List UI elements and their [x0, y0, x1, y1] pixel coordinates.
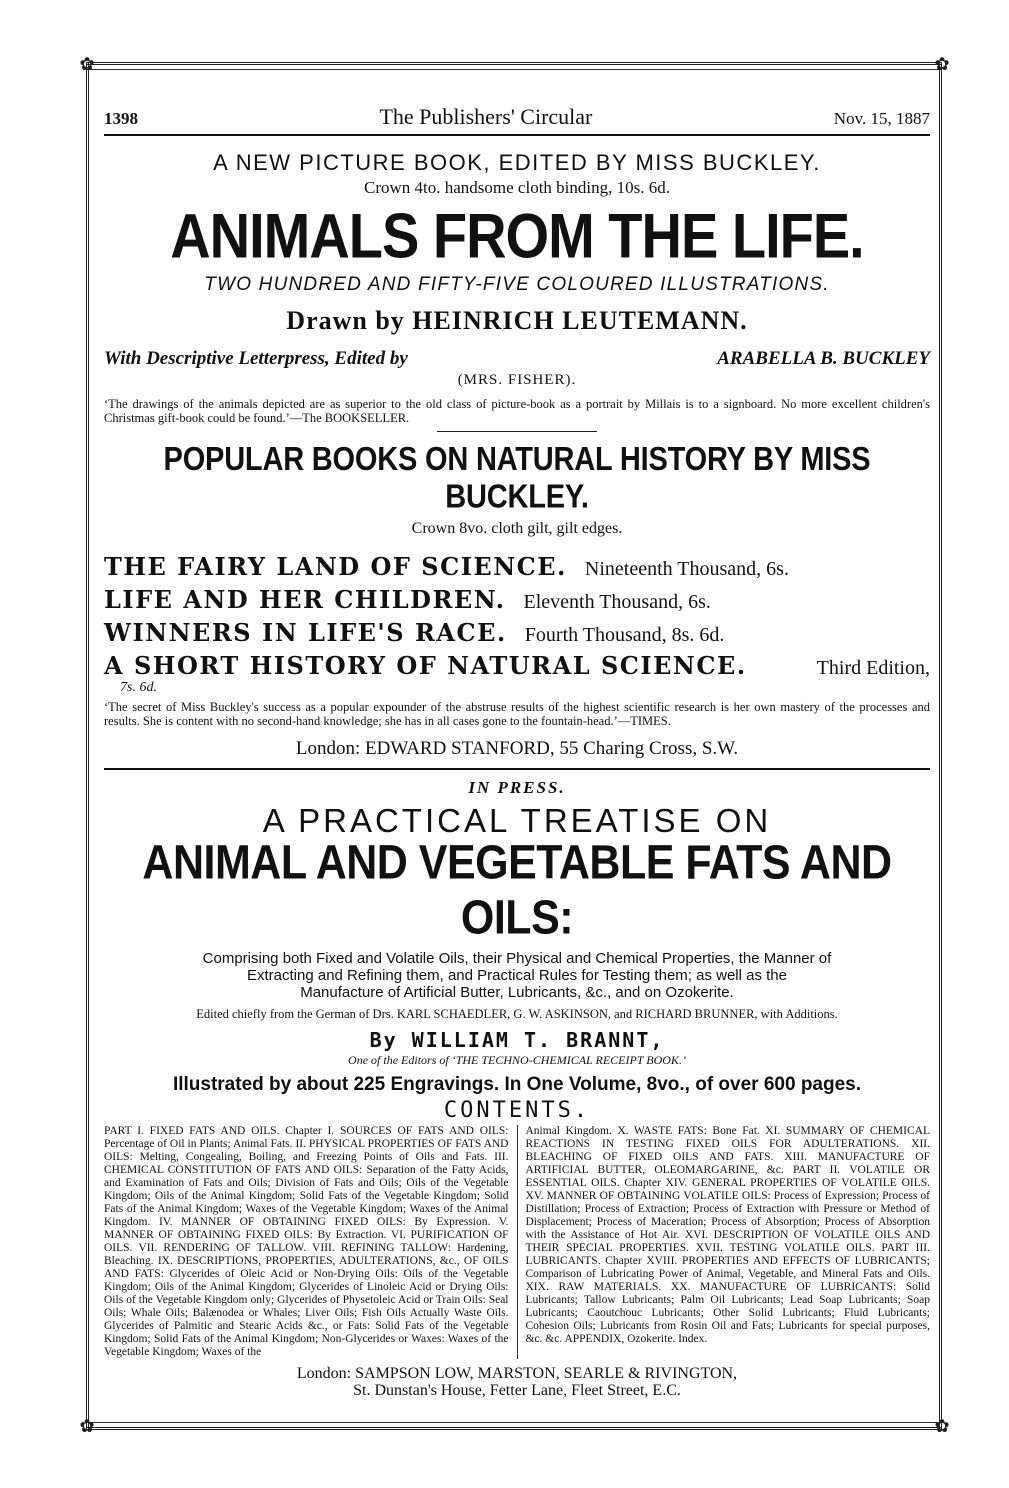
review-quote: ‘The drawings of the animals depicted are as superior to the old class of picture-book as a portrait by Millais is to a signboard. No more excellent children's Christmas gift-book could be found.’—The BOOKSELLER. [104, 397, 930, 425]
book-list-price: 7s. 6d. [120, 680, 157, 695]
book-list-title: THE FAIRY LAND OF SCIENCE. [104, 552, 567, 581]
editor-line [104, 348, 930, 370]
review-quote: ‘The secret of Miss Buckley's success as a popular expounder of the abstruse results of the highest scientific research is her own mastery of the processes and results. She is content with no second-hand knowledge; she has in all cases gone to the fountain-head.’—TIMES. [104, 700, 930, 728]
advert-fats-and-oils [104, 778, 930, 1399]
description-line: Comprising both Fixed and Volatile Oils, their Physical and Chemical Properties, the Manner of [202, 950, 832, 967]
edited-from-line: Edited chiefly from the German of Drs. KARL SCHAEDLER, G. W. ASKINSON, and RICHARD BRUNNER, with Additions. [196, 1007, 838, 1021]
volume-details: Illustrated by about 225 Engravings. In One Volume, 8vo., of over 600 pages. [172, 1074, 862, 1095]
book-list-title: LIFE AND HER CHILDREN. [104, 585, 506, 614]
publisher-line: London: SAMPSON LOW, MARSTON, SEARLE & RIVINGTON, [296, 1365, 738, 1382]
publisher-line: London: EDWARD STANFORD, 55 Charing Cross, S.W. [295, 738, 739, 759]
publisher-block [104, 1365, 930, 1399]
author-byline: By WILLIAM T. BRANNT, [369, 1028, 665, 1052]
rosette-icon: ✿ [934, 54, 950, 74]
illustrator-line: Drawn by HEINRICH LEUTEMANN. [286, 306, 748, 335]
section-divider [437, 431, 597, 432]
book-format: Crown 4to. handsome cloth binding, 10s. 6d. [364, 178, 670, 197]
border-left-rule [86, 62, 92, 1430]
book-list [104, 552, 930, 696]
contents-right-column: Animal Kingdom. X. WASTE FATS: Bone Fat. XI. SUMMARY OF CHEMICAL REACTIONS IN TESTING FIXED OILS FOR ADULTERATIONS. XII. BLEACHING OF FIXED OILS AND FATS. XIII. MANUFACTURE OF ARTIFICIAL BUTTER, OLEOMARGARINE, &c. PART II. VOLATILE OR ESSENTIAL OILS. Chapter XIV. GENERAL PROPERTIES OF VOLATILE OILS. XV. MANNER OF OBTAINING VOLATILE OILS: Process of Expression; Process of Distillation; Process of Extraction; Process of Extraction with Pressure or Method of Displacement; Process of Maceration; Process of Absorption; Process of Absorption with the Assistance of Hot Air. XVI. DESCRIPTION OF VOLATILE OILS AND THEIR SPECIAL PROPERTIES. XVII. TESTING VOLATILE OILS. PART III. LUBRICANTS. Chapter XVIII. PROPERTIES AND EFFECTS OF LUBRICANTS; Comparison of Lubricating Power of Animal, Vegetable, and Mineral Fats and Oils. XIX. RAW MATERIALS. XX. MANUFACTURE OF LUBRICANTS: Solid Lubricants; Tallow Lubricants; Palm Oil Lubricants; Lead Soap Lubricants; Soap Lubricants; Caoutchouc Lubricants; Other Solid Lubricants; Fluid Lubricants; Cohesion Oils; Lubricants from Rosin Oil and Fats; Lubricants for special purposes, &c. &c. APPENDIX, Ozokerite. Index. [525, 1125, 930, 1345]
list-item [104, 585, 930, 614]
book-subtitle: TWO HUNDRED AND FIFTY-FIVE COLOURED ILLUSTRATIONS. [204, 274, 830, 295]
contents-heading: CONTENTS. [443, 1098, 591, 1123]
border-right-rule [936, 62, 942, 1430]
page-number: 1398 [104, 109, 138, 128]
rosette-icon: ✿ [79, 54, 95, 74]
contents-columns [104, 1125, 930, 1359]
author-credit: One of the Editors of ‘THE TECHNO-CHEMICAL RECEIPT BOOK.’ [348, 1053, 686, 1067]
treatise-description [104, 950, 930, 1001]
border-bottom-rule [86, 1422, 942, 1430]
book-list-title: WINNERS IN LIFE'S RACE. [104, 618, 507, 647]
editor-line-left: With Descriptive Letterpress, Edited by [104, 348, 408, 369]
rosette-icon: ✿ [79, 1416, 95, 1436]
book-list-edition: Fourth Thousand, 8s. 6d. [524, 624, 725, 646]
description-line: Extracting and Refining them, and Practical Rules for Testing them; as well as the [247, 967, 787, 984]
book-title: ANIMALS FROM THE LIFE. [170, 200, 864, 271]
advert-kicker: A NEW PICTURE BOOK, EDITED BY MISS BUCKLEY. [213, 150, 821, 175]
page-content [104, 100, 930, 1399]
journal-title: The Publishers' Circular [379, 104, 593, 129]
book-list-title: A SHORT HISTORY OF NATURAL SCIENCE. [104, 651, 747, 680]
contents-left-column: PART I. FIXED FATS AND OILS. Chapter I. SOURCES OF FATS AND OILS: Percentage of Oil in Plants; Animal Fats. II. PHYSICAL PROPERTIES OF FATS AND OILS: Melting, Congealing, Boiling, and Freezing Points of Oils and Fats. III. CHEMICAL CONSTITUTION OF FATS AND OILS: Separation of the Fatty Acids, and Examination of Fats and Oils; Division of Fats and Oils; Oils of the Vegetable Kingdom; Oils of the Animal Kingdom; Solid Fats of the Vegetable Kingdom; Solid Fats of the Animal Kingdom; Waxes of the Vegetable Kingdom; Waxes of the Animal Kingdom. IV. MANNER OF OBTAINING FIXED OILS: By Expression. V. MANNER OF OBTAINING FIXED OILS: By Extraction. VI. PURIFICATION OF OILS. VII. RENDERING OF TALLOW. VIII. REFINING TALLOW: Hardening, Bleaching. IX. DESCRIPTIONS, PROPERTIES, ADULTERATIONS, &c., OF OILS AND FATS: Glycerides of Oleic Acid or Non-Drying Oils: Oils of the Vegetable Kingdom; Oils of the Animal Kingdom; Glycerides of Linoleic Acid or Drying Oils: Oils of the Vegetable Kingdom only; Glycerides of Physetoleic Acid or Train Oils: Seal Oils; Whale Oils; Balænodea or Whales; Liver Oils; Fish Oils Actually Waste Oils. Glycerides of Palmitic and Stearic Acids &c., or Fats: Solid Fats of the Vegetable Kingdom; Solid Fats of the Animal Kingdom; Non-Glycerides or Waxes: Waxes of the Vegetable Kingdom; Waxes of the [104, 1125, 518, 1359]
book-list-edition: Eleventh Thousand, 6s. [523, 591, 711, 613]
description-line: Manufacture of Artificial Butter, Lubricants, &c., and on Ozokerite. [300, 984, 734, 1001]
list-item [104, 552, 930, 581]
advert-animals-from-the-life [104, 150, 930, 432]
list-item [104, 618, 930, 647]
rosette-icon: ✿ [934, 1416, 950, 1436]
section-rule [104, 768, 930, 770]
book-list-edition: Third Edition, [816, 657, 930, 679]
issue-date: Nov. 15, 1887 [833, 109, 930, 128]
in-press-label: IN PRESS. [468, 778, 566, 797]
advert-popular-books [104, 441, 930, 760]
treatise-title: ANIMAL AND VEGETABLE FATS AND OILS: [142, 836, 892, 945]
border-top-rule [86, 62, 942, 70]
list-item [104, 651, 930, 680]
editor-name: ARABELLA B. BUCKLEY [717, 348, 930, 369]
series-title: POPULAR BOOKS ON NATURAL HISTORY BY MISS BUCKLEY. [163, 441, 871, 516]
running-header [104, 104, 930, 130]
publisher-address: St. Dunstan's House, Fetter Lane, Fleet Street, E.C. [353, 1382, 681, 1399]
treatise-kicker: A PRACTICAL TREATISE ON [262, 802, 772, 839]
book-list-edition: Nineteenth Thousand, 6s. [584, 558, 789, 580]
series-format: Crown 8vo. cloth gilt, gilt edges. [411, 520, 623, 537]
header-rule [104, 134, 930, 136]
editor-alias: (MRS. FISHER). [457, 372, 577, 388]
